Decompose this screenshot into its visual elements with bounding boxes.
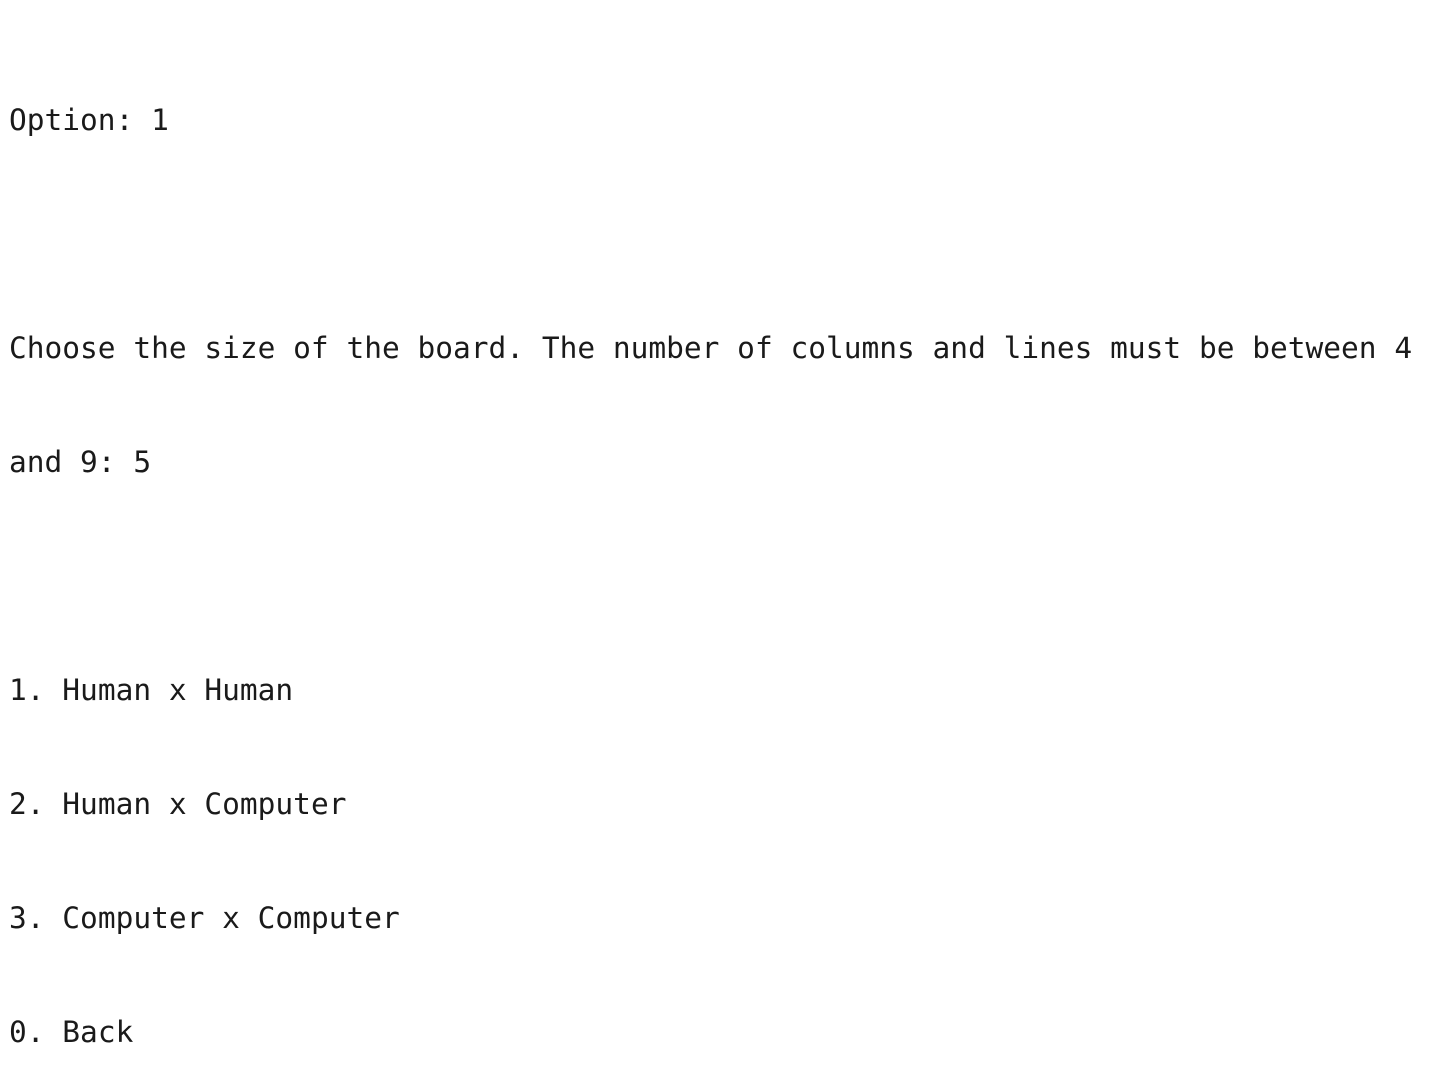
menu-item-label: Back xyxy=(62,1015,134,1049)
option-label: Option: xyxy=(9,103,134,137)
menu-item-key: 1. xyxy=(9,673,45,707)
menu-item-label: Computer x Computer xyxy=(62,901,400,935)
menu-item-computer-vs-computer xyxy=(9,899,1450,937)
option-value: 1 xyxy=(151,103,169,137)
blank-line xyxy=(9,557,1450,595)
option-line xyxy=(9,101,1450,139)
menu-item-label: Human x Computer xyxy=(62,787,347,821)
board-size-question-prefix: and 9: xyxy=(9,445,116,479)
menu-item-key: 3. xyxy=(9,901,45,935)
menu-item-key: 2. xyxy=(9,787,45,821)
board-size-question-line1: Choose the size of the board. The number of columns and lines must be between 4 xyxy=(9,331,1413,365)
board-size-answer: 5 xyxy=(133,445,152,479)
blank-line xyxy=(9,215,1450,253)
menu-item-key: 0. xyxy=(9,1015,45,1049)
menu-item-human-vs-human xyxy=(9,671,1450,709)
board-size-question-line2 xyxy=(9,443,1450,481)
menu-item-human-vs-computer xyxy=(9,785,1450,823)
menu-item-back xyxy=(9,1013,1450,1051)
menu-item-label: Human x Human xyxy=(62,673,294,707)
